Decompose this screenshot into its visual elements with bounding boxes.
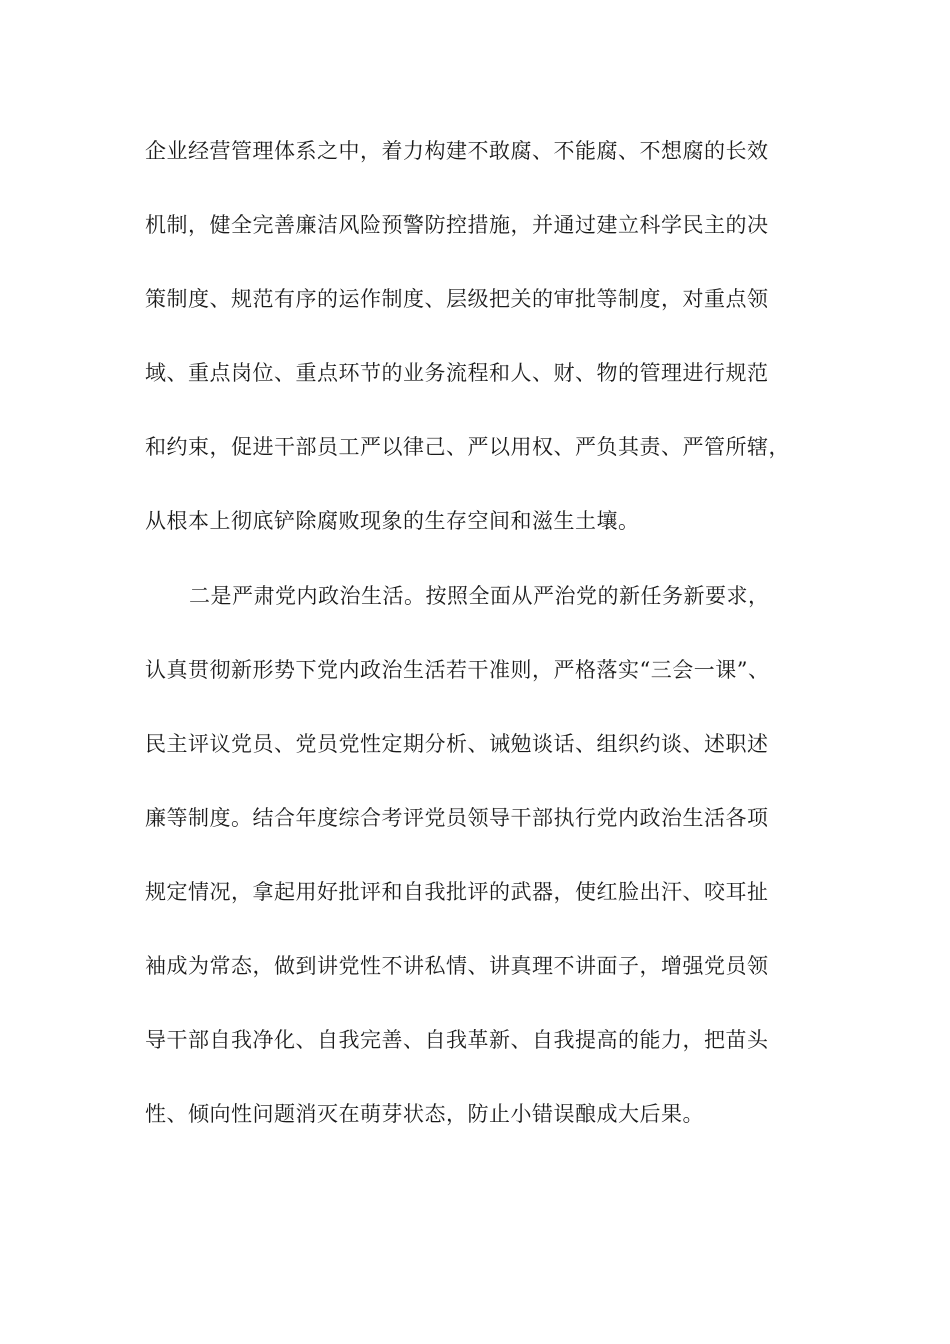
paragraph-line: 二是严肃党内政治生活。按照全面从严治党的新任务新要求， [189,584,770,608]
paragraph-line: 企业经营管理体系之中，着力构建不敢腐、不能腐、不想腐的长效 [145,139,769,163]
paragraph-line: 民主评议党员、党员党性定期分析、诫勉谈话、组织约谈、述职述 [145,732,769,756]
paragraph-line: 导干部自我净化、自我完善、自我革新、自我提高的能力，把苗头 [145,1028,769,1052]
paragraph-line: 廉等制度。结合年度综合考评党员领导干部执行党内政治生活各项 [145,806,769,830]
paragraph-line: 机制，健全完善廉洁风险预警防控措施，并通过建立科学民主的决 [145,213,769,237]
paragraph-line: 域、重点岗位、重点环节的业务流程和人、财、物的管理进行规范 [145,361,769,385]
paragraph-line: 袖成为常态，做到讲党性不讲私情、讲真理不讲面子，增强党员领 [145,954,769,978]
paragraph-line: 从根本上彻底铲除腐败现象的生存空间和滋生土壤。 [145,509,640,533]
paragraph-line: 规定情况，拿起用好批评和自我批评的武器，使红脸出汗、咬耳扯 [145,880,769,904]
paragraph-party-political-life [145,559,805,1151]
paragraph-anti-corruption-mechanism [145,114,805,558]
paragraph-line: 性、倾向性问题消灭在萌芽状态，防止小错误酿成大后果。 [145,1102,704,1126]
paragraph-line: 和约束，促进干部员工严以律己、严以用权、严负其责、严管所辖， [145,435,790,459]
paragraph-line: 认真贯彻新形势下党内政治生活若干准则，严格落实“三会一课”、 [145,658,770,682]
paragraph-line: 策制度、规范有序的运作制度、层级把关的审批等制度，对重点领 [145,287,769,311]
